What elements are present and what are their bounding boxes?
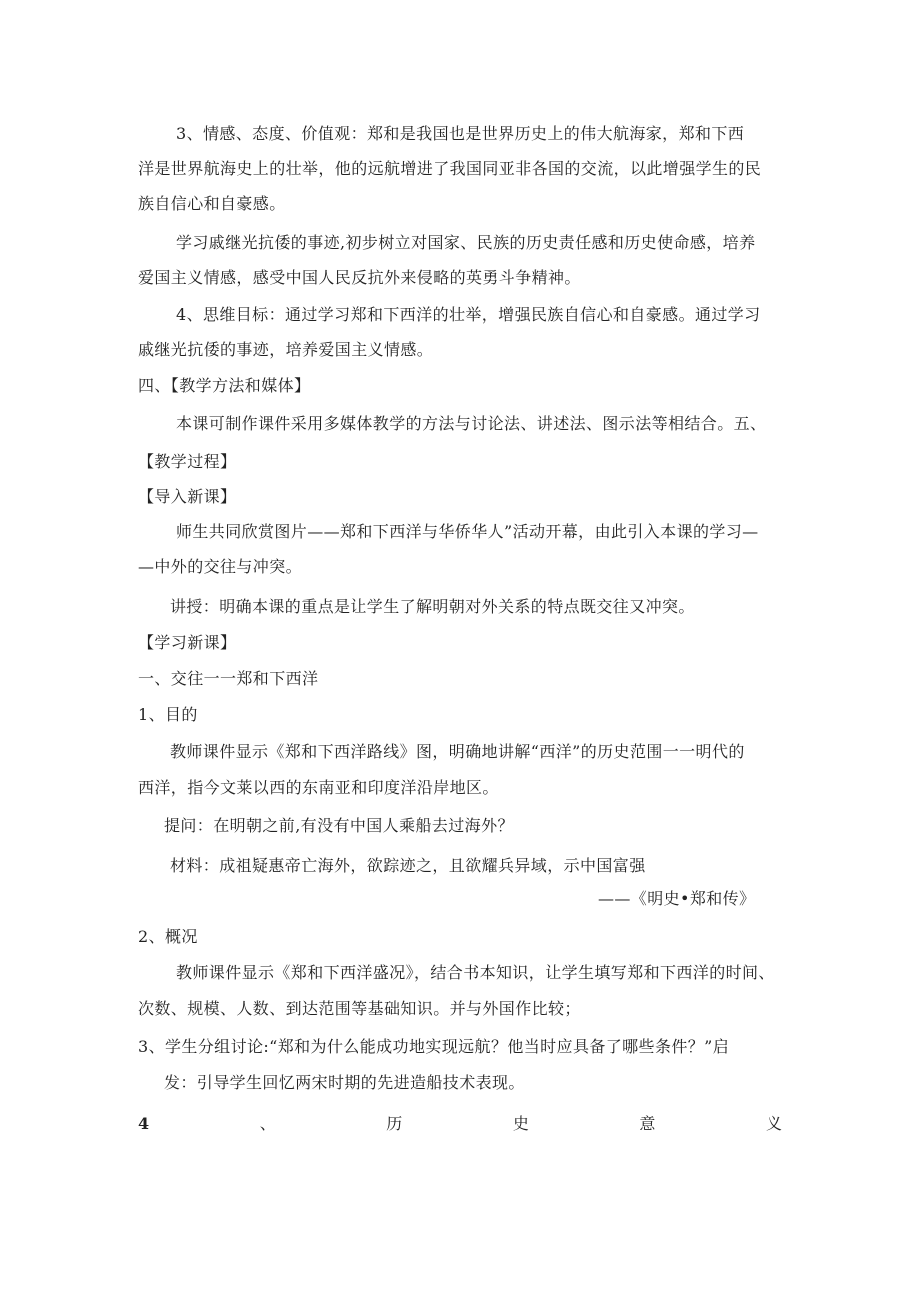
section-heading-methods: 四、【教学方法和媒体】 — [138, 376, 311, 395]
paragraph-thinking-goal-cont: 戚继光抗倭的事迹，培养爱国主义情感。 — [138, 340, 434, 359]
subheading-significance — [138, 1114, 782, 1134]
paragraph-route: 教师课件显示《郑和下西洋路线》图，明确地讲解“西洋”的历史范围一一明代的 — [170, 742, 745, 761]
section-heading-new-lesson: 【学习新课】 — [138, 633, 237, 652]
paragraph-emotion-goal: 3、情感、态度、价值观：郑和是我国也是世界历史上的伟大航海家，郑和下西 — [176, 124, 745, 143]
paragraph-intro: 师生共同欣赏图片——郑和下西洋与华侨华人”活动开幕，由此引入本课的学习— — [176, 522, 759, 541]
subheading-purpose: 1、目的 — [138, 705, 198, 724]
paragraph-overview: 教师课件显示《郑和下西洋盛况》，结合书本知识，让学生填写郑和下西洋的时间、 — [176, 963, 775, 982]
paragraph-qi-jiguang: 学习戚继光抗倭的事迹,初步树立对国家、民族的历史责任感和历史使命感，培养 — [176, 233, 756, 252]
significance-char: 历 — [386, 1114, 403, 1133]
paragraph-route-cont: 西洋，指今文莱以西的东南亚和印度洋沿岸地区。 — [138, 778, 499, 797]
paragraph-intro-cont: —中外的交往与冲突。 — [138, 557, 303, 576]
significance-char: 意 — [639, 1114, 656, 1133]
section-heading-process: 【教学过程】 — [138, 452, 237, 471]
paragraph-lecture: 讲授：明确本课的重点是让学生了解明朝对外关系的特点既交往又冲突。 — [170, 597, 695, 616]
paragraph-emotion-goal-end: 族自信心和自豪感。 — [138, 194, 286, 213]
paragraph-emotion-goal-cont: 洋是世界航海史上的壮举，他的远航增进了我国同亚非各国的交流，以此增强学生的民 — [138, 159, 762, 178]
subheading-exchange: 一、交往一一郑和下西洋 — [138, 669, 319, 688]
paragraph-material: 材料：成祖疑惠帝亡海外，欲踪迹之，且欲耀兵异域，示中国富强 — [170, 856, 646, 875]
paragraph-question: 提问：在明朝之前,有没有中国人乘船去过海外？ — [164, 816, 514, 835]
paragraph-thinking-goal: 4、思维目标：通过学习郑和下西洋的壮举，增强民族自信心和自豪感。通过学习 — [176, 305, 761, 324]
paragraph-methods: 本课可制作课件采用多媒体教学的方法与讨论法、讲述法、图示法等相结合。五、 — [176, 414, 767, 433]
significance-char: 史 — [512, 1114, 529, 1133]
paragraph-discussion-cont: 发：引导学生回忆两宋时期的先进造船技术表现。 — [164, 1073, 525, 1092]
significance-char: 、 — [259, 1114, 276, 1133]
paragraph-qi-jiguang-cont: 爱国主义情感，感受中国人民反抗外来侵略的英勇斗争精神。 — [138, 268, 581, 287]
significance-char: 义 — [765, 1114, 782, 1133]
subheading-overview: 2、概况 — [138, 927, 198, 946]
paragraph-discussion: 3、学生分组讨论:“郑和为什么能成功地实现远航？他当时应具备了哪些条件？”启 — [138, 1037, 730, 1056]
section-heading-intro: 【导入新课】 — [138, 487, 237, 506]
paragraph-overview-cont: 次数、规模、人数、到达范围等基础知识。并与外国作比较； — [138, 999, 581, 1018]
citation: ——《明史•郑和传》 — [598, 889, 756, 908]
significance-char: 4 — [138, 1114, 150, 1133]
